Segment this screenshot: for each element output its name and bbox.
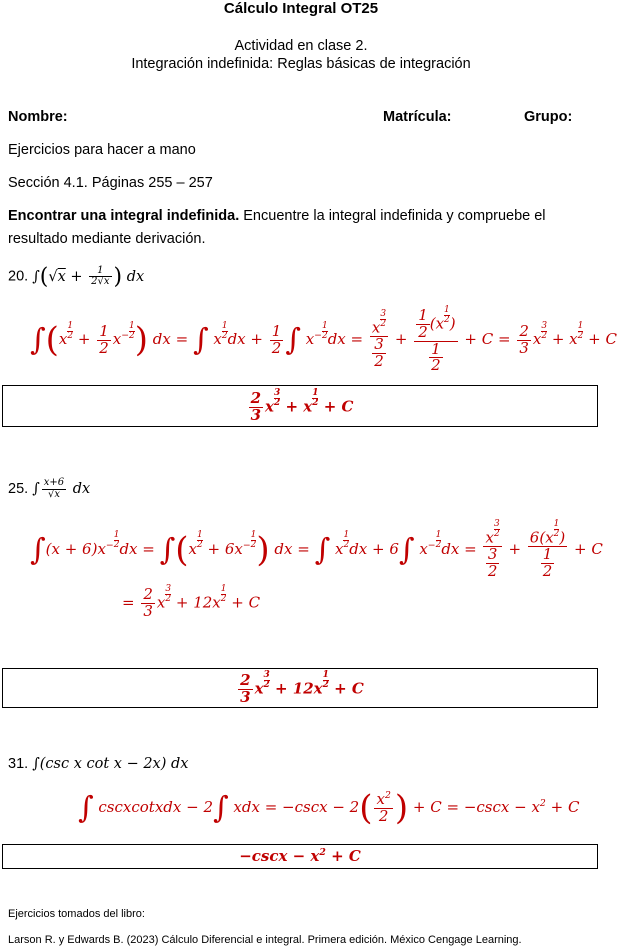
problem-25-solution-line-1: ∫(x + 6)x− $\frac{1}{2}$ dx = ∫(x $\frac{1}{2}$ + 6x− $\frac{1}{2}$ ) dx = ∫ x $\frac{1}{2}$ dx + 6∫ x− $\frac{1}{2}$ dx = x $\frac{3}{2}$ $\frac{3}{2}$ + 6(x $\frac{1}{2}$ ) $\frac{1}{2}$ + C (30, 519, 603, 580)
instruction-line-2: resultado mediante derivación. (8, 231, 206, 247)
matricula-label: Matrícula: (383, 109, 452, 125)
problem-25-number: 25. (8, 481, 29, 497)
intro-line-1: Ejercicios para hacer a mano (8, 142, 196, 158)
activity-topic: Integración indefinida: Reglas básicas de integración (131, 56, 471, 72)
intro-line-2: Sección 4.1. Páginas 255 – 257 (8, 175, 213, 191)
problem-31-statement: 31. ∫(csc x cot x − 2x) dx (8, 756, 189, 772)
activity-subtitle: Actividad en clase 2. (234, 38, 368, 54)
problem-20-answer-box (2, 385, 598, 427)
problem-31-solution: ∫ cscxcotxdx − 2∫ xdx = −cscx − 2( $\frac{x^2}{2}$ ) + $C = -\csc x - x^2 + C$ (78, 788, 580, 828)
source-label: Ejercicios tomados del libro: (8, 908, 145, 920)
problem-31-number: 31. (8, 756, 29, 772)
book-citation: Larson R. y Edwards B. (2023) Cálculo Diferencial e integral. Primera edición. México Cengage Learning. (8, 934, 522, 946)
problem-25-answer: $\frac{2}{3}$ x $\frac{3}{2}$ + 12x $\frac{1}{2}$ + C (240, 670, 364, 706)
problem-20-solution: ∫(x $\frac{1}{2}$ + $\frac{1}{2}$ x− $\frac{1}{2}$ ) dx = ∫ x $\frac{1}{2}$ dx + $\frac{1}{2}$ ∫ x− $\frac{1}{2}$ dx = x $\frac{3}{2}$ $\frac{3}{2}$ + $\frac{1}{2}$ (x $\frac{1}{2}$ ) $\frac{1}{2}$ + C = $\frac{2}{3}$ x $\frac{3}{2}$ + x $\frac{1}{2}$ + C (30, 305, 617, 375)
instruction (8, 208, 546, 224)
problem-31-answer: $-\csc x - x^2 + C$ (239, 847, 361, 865)
problem-25-statement: 25. ∫ $\frac{x+6}{√x}$ dx (8, 477, 91, 500)
problem-25-solution-line-2: = $\frac{2}{3}$ x $\frac{3}{2}$ + 12x $\frac{1}{2}$ + C (122, 584, 261, 620)
instruction-rest: Encuentre la integral indefinida y compruebe el (239, 208, 546, 224)
problem-20-statement: 20. ∫(√x + $\frac{1}{2√x}$ ) dx (8, 264, 145, 289)
instruction-bold: Encontrar una integral indefinida. (8, 208, 240, 224)
grupo-label: Grupo: (524, 109, 573, 125)
problem-25-answer-box (2, 668, 598, 708)
problem-20-answer: $\frac{2}{3}$ x $\frac{3}{2}$ + x $\frac{1}{2}$ + C (250, 388, 354, 424)
problem-20-number: 20. (8, 268, 29, 285)
problem-31-answer-box (2, 844, 598, 869)
nombre-label: Nombre: (8, 109, 68, 125)
document-title: Cálculo Integral OT25 (223, 0, 379, 17)
